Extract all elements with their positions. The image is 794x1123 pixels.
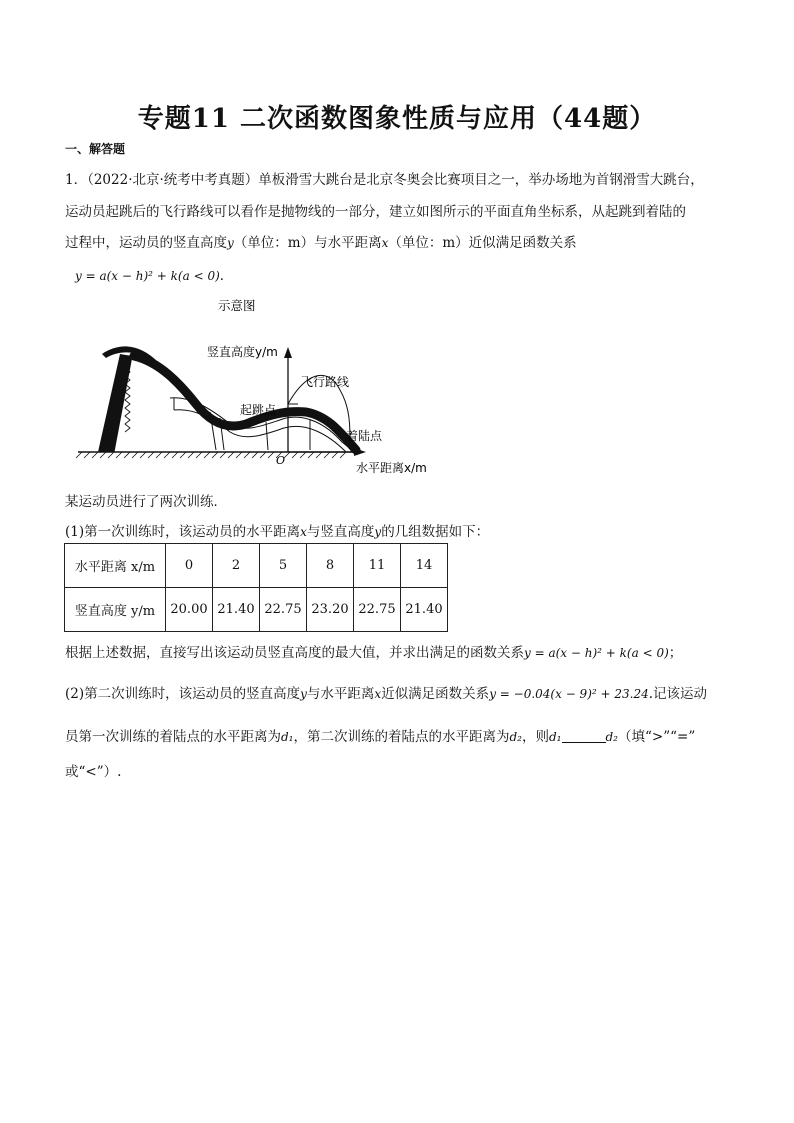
landing-point-label: 着陆点 (346, 429, 383, 443)
part2-line-3: 或“<”）. (65, 764, 122, 780)
table-cell: 21.40 (213, 588, 260, 632)
table-cell: 20.00 (166, 588, 213, 632)
table-cell: 22.75 (260, 588, 307, 632)
part2-formula: y = −0.04(x − 9)² + 23.24 (489, 687, 649, 701)
x-axis-label: 水平距离x/m (356, 461, 427, 475)
ground-hatch (76, 452, 346, 458)
tower-left (98, 354, 132, 452)
takeoff-point-label: 起跳点 (240, 403, 277, 417)
part1-text: (1)第一次训练时，该运动员的水平距离x与竖直高度y的几组数据如下： (65, 524, 490, 540)
origin-label: O (276, 454, 286, 467)
table-header-y: 竖直高度 y/m (65, 588, 166, 632)
intro-text: 某运动员进行了两次训练． (65, 494, 227, 510)
var-y: y (227, 236, 234, 250)
part2-line-2: 员第一次训练的着陆点的水平距离为d₁，第二次训练的着陆点的水平距离为d₂，则d₁ d₂（填“>”“=” (65, 729, 696, 745)
question-line-3: 过程中，运动员的竖直高度y（单位：m）与水平距离x（单位：m）近似满足函数关系 (65, 235, 577, 251)
part2-line-1: (2)第二次训练时，该运动员的竖直高度y与水平距离x近似满足函数关系y = −0.04(x − 9)² + 23.24.记该运动 (65, 686, 708, 702)
function-formula: y = a(x − h)² + k(a < 0) (75, 269, 220, 283)
question-line-1: 1．（2022·北京·统考中考真题）单板滑雪大跳台是北京冬奥会比赛项目之一，举办场地为首钢滑雪大跳台， (65, 172, 704, 188)
part1-formula: y = a(x − h)² + k(a < 0) (524, 646, 669, 660)
table-cell: 23.20 (307, 588, 354, 632)
answer-blank[interactable] (562, 730, 606, 743)
ski-jump-diagram (70, 292, 440, 484)
table-cell: 11 (354, 544, 401, 588)
page-title: 专题11 二次函数图象性质与应用（44题） (137, 104, 657, 134)
y-axis-label: 竖直高度y/m (207, 345, 278, 359)
section-heading: 一、解答题 (65, 142, 126, 156)
table-cell: 8 (307, 544, 354, 588)
table-cell: 2 (213, 544, 260, 588)
table-row (65, 588, 448, 632)
part1-question: 根据上述数据，直接写出该运动员竖直高度的最大值，并求出满足的函数关系y = a(x − h)² + k(a < 0)； (65, 645, 683, 661)
y-axis-arrow (284, 347, 292, 358)
table-cell: 14 (401, 544, 448, 588)
table-row (65, 544, 448, 588)
formula-line: y = a(x − h)² + k(a < 0)． (75, 268, 234, 284)
table-header-x: 水平距离 x/m (65, 544, 166, 588)
table-cell: 0 (166, 544, 213, 588)
var-x: x (381, 236, 389, 250)
flight-path-label: 飞行路线 (301, 375, 350, 389)
question-line-2: 运动员起跳后的飞行路线可以看作是抛物线的一部分，建立如图所示的平面直角坐标系，从起跳到着陆的 (65, 204, 686, 220)
table-cell: 5 (260, 544, 307, 588)
data-table (64, 543, 448, 632)
table-cell: 21.40 (401, 588, 448, 632)
table-cell: 22.75 (354, 588, 401, 632)
figure-caption: 示意图 (218, 298, 256, 313)
